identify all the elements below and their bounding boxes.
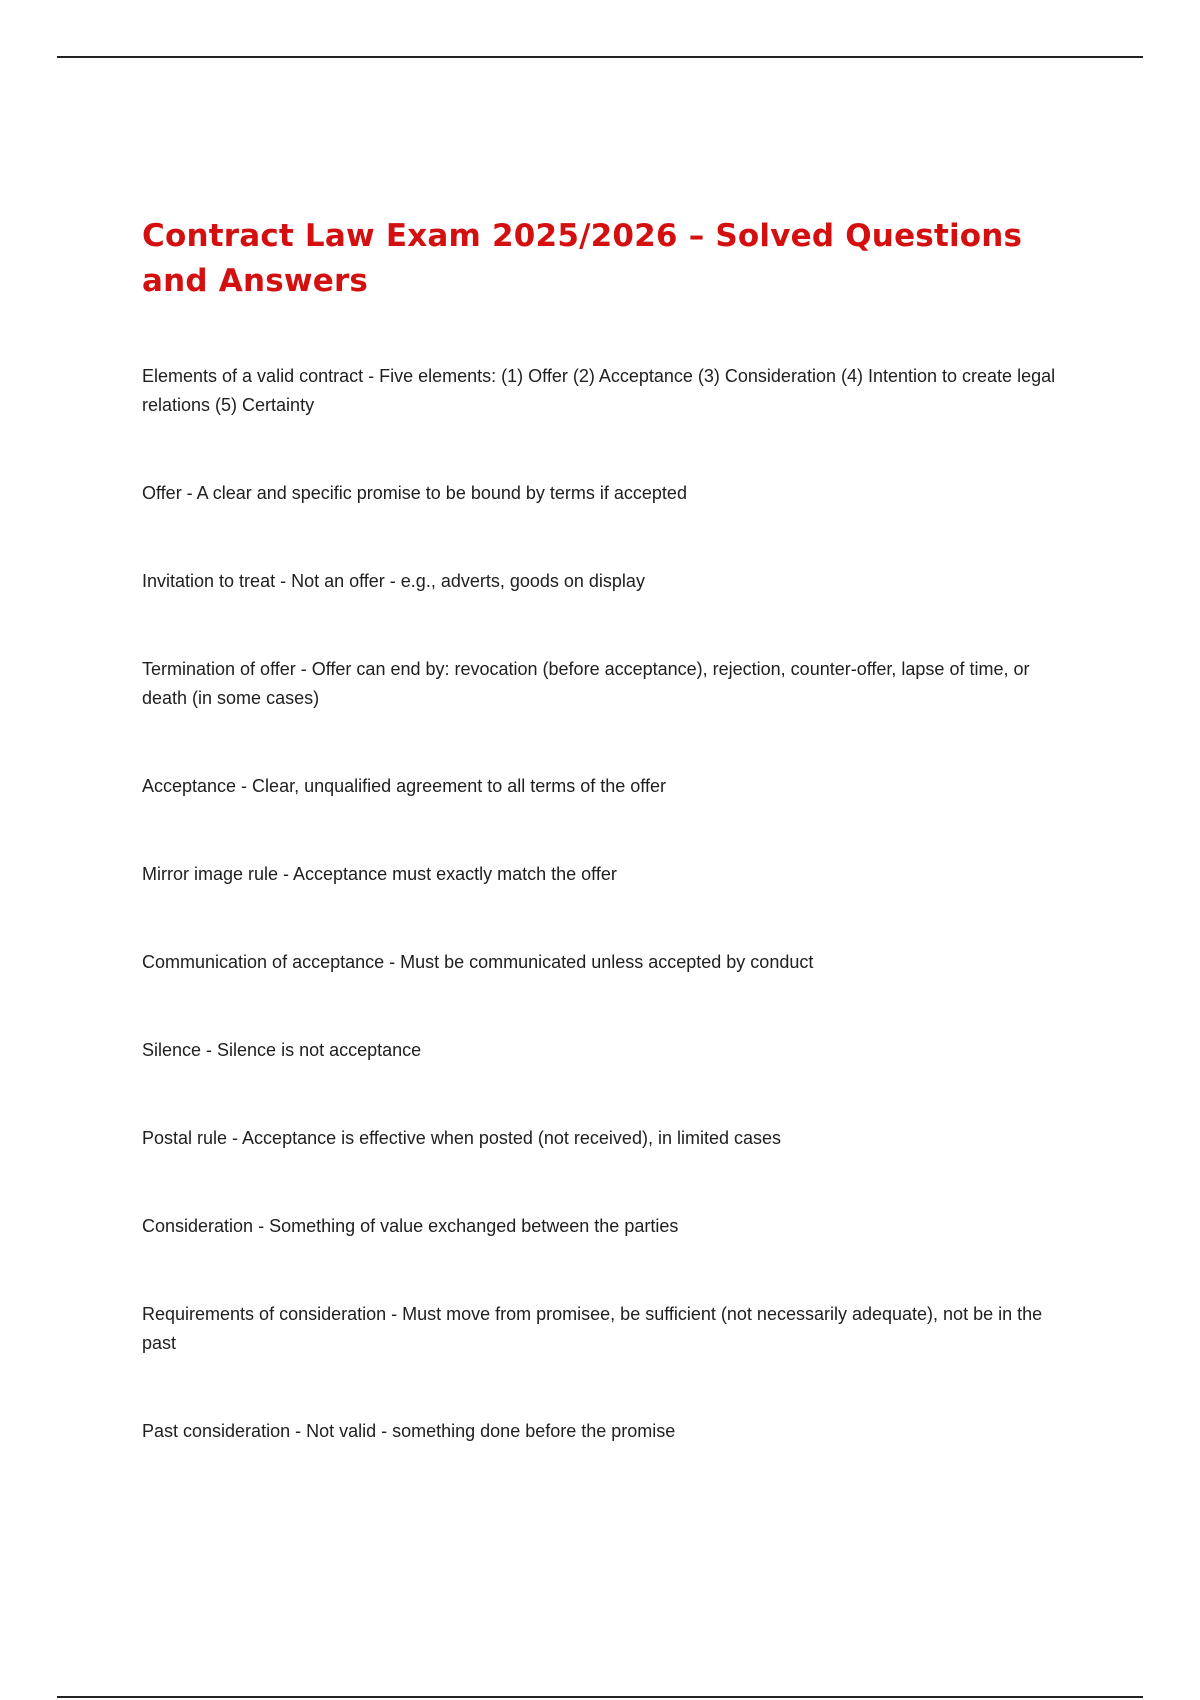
qa-item: Offer - A clear and specific promise to be bound by terms if accepted: [142, 483, 687, 503]
qa-item: Postal rule - Acceptance is effective when posted (not received), in limited cases: [142, 1128, 781, 1148]
document-title: Contract Law Exam 2025/2026 – Solved Questions and Answers: [142, 218, 1023, 299]
qa-item: Past consideration - Not valid - something done before the promise: [142, 1421, 676, 1441]
top-rule: [57, 56, 1143, 58]
qa-item: Silence - Silence is not acceptance: [142, 1040, 422, 1060]
qa-list: [142, 362, 1072, 1446]
bottom-rule: [57, 1696, 1143, 1698]
qa-item: Communication of acceptance - Must be communicated unless accepted by conduct: [142, 952, 814, 972]
qa-item: Invitation to treat - Not an offer - e.g., adverts, goods on display: [142, 571, 645, 591]
qa-item: Termination of offer - Offer can end by: revocation (before acceptance), rejection, counter-offer, lapse of time, or death (in some cases): [142, 659, 1030, 708]
qa-item: Acceptance - Clear, unqualified agreement to all terms of the offer: [142, 776, 666, 796]
qa-item: Mirror image rule - Acceptance must exactly match the offer: [142, 864, 617, 884]
qa-item: Consideration - Something of value exchanged between the parties: [142, 1216, 679, 1236]
qa-item: Elements of a valid contract - Five elements: (1) Offer (2) Acceptance (3) Consideration (4) Intention to create legal relations (5) Certainty: [142, 366, 1056, 415]
qa-item: Requirements of consideration - Must move from promisee, be sufficient (not necessarily adequate), not be in the past: [142, 1304, 1043, 1353]
